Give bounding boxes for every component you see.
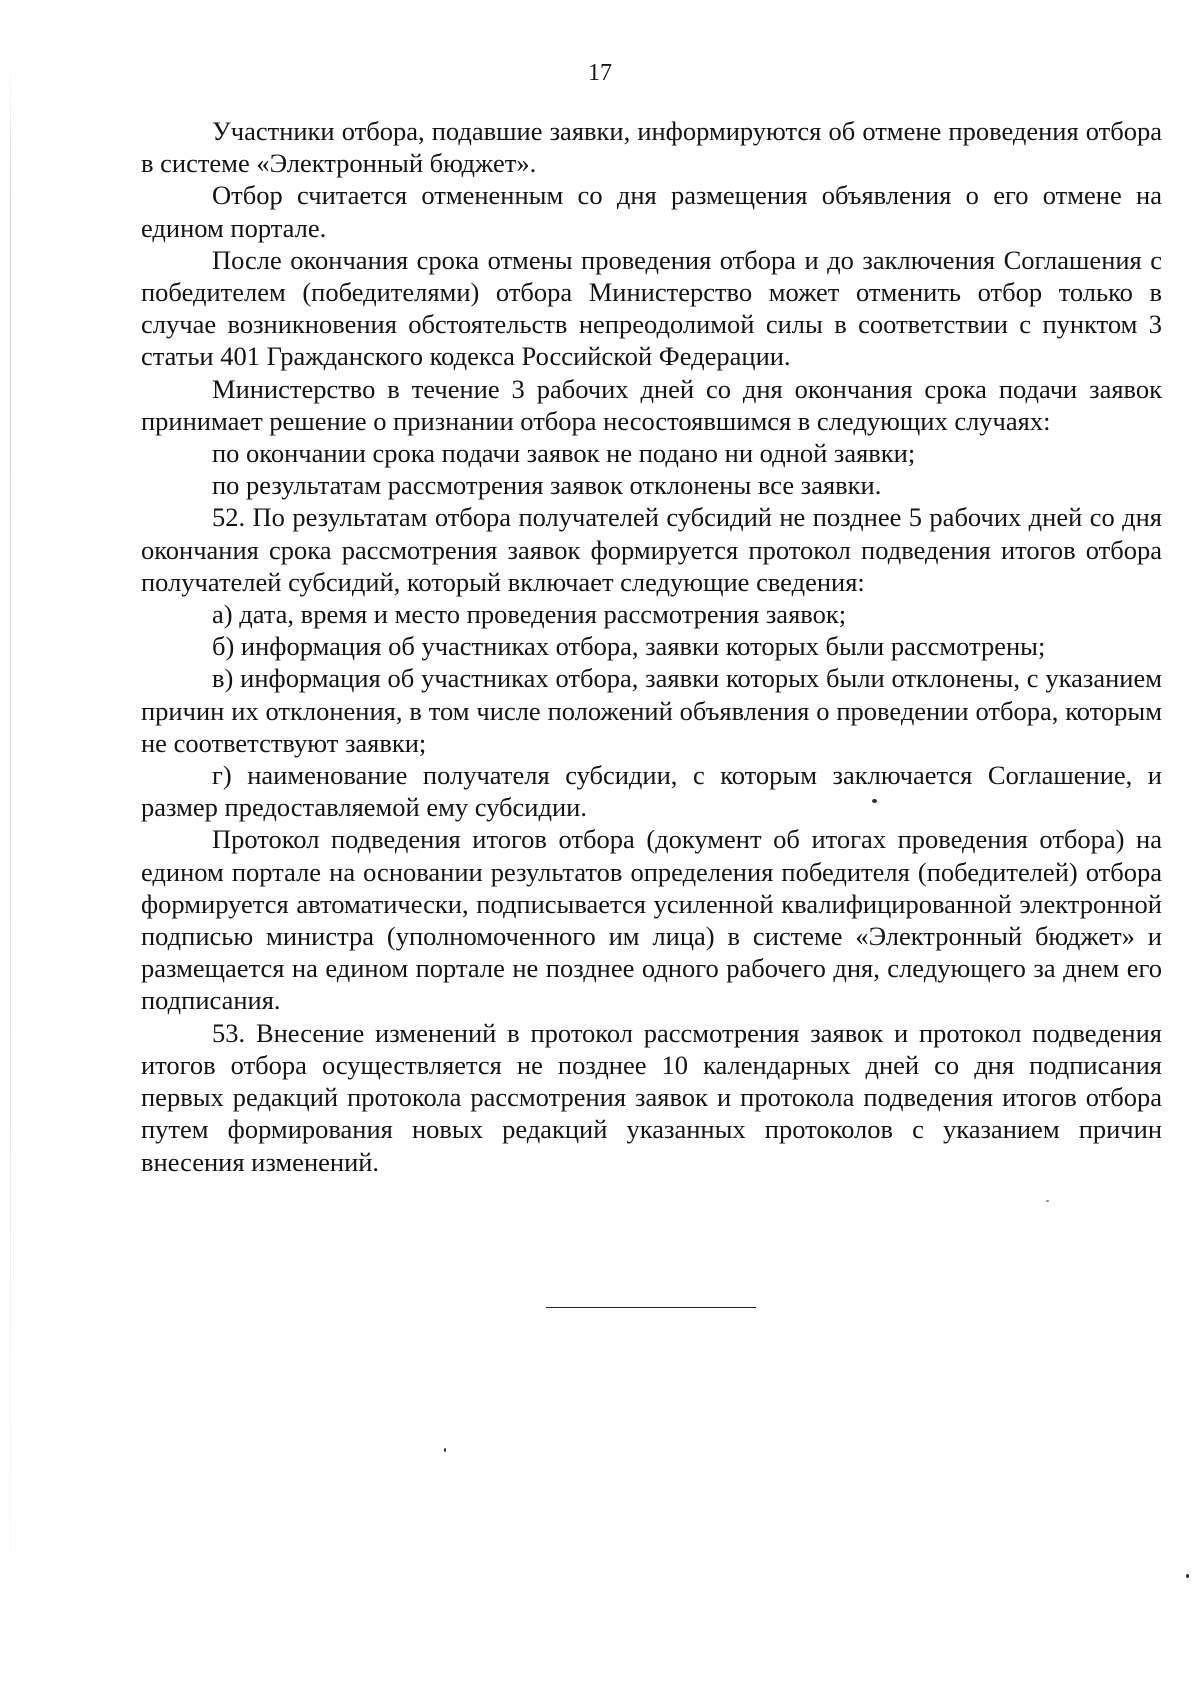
paragraph-item-52-a: а) дата, время и место проведения рассмотрения заявок; — [212, 599, 847, 630]
scan-speck — [444, 1448, 446, 1452]
paragraph-item-52-b: б) информация об участниках отбора, заявки которых были рассмотрены; — [212, 631, 1046, 662]
paragraph-item-52-v: в) информация об участниках отбора, заявки которых были отклонены, с указанием причин их отклонения, в том числе положений объявления о проведении отбора, которым не соответствуют заявки; — [141, 663, 1162, 758]
paragraph-case-all-rejected: по результатам рассмотрения заявок отклонены все заявки. — [212, 470, 882, 501]
page-number: 17 — [588, 60, 612, 86]
paragraph-failed-selection: Министерство в течение 3 рабочих дней со дня окончания срока подачи заявок принимает решение о признании отбора несостоявшимся в следующих случаях: — [141, 373, 1162, 436]
document-body — [141, 115, 1162, 1178]
end-divider-line — [546, 1307, 756, 1308]
scan-speck — [872, 799, 877, 803]
paragraph-item-52: 52. По результатам отбора получателей субсидий не позднее 5 рабочих дней со дня окончания срока рассмотрения заявок формируется протокол подведения итогов отбора получателей субсидий, который включает следующие сведения: — [141, 502, 1162, 597]
paragraph-force-majeure: После окончания срока отмены проведения отбора и до заключения Соглашения с победителем (победителями) отбора Министерство может отменить отбор только в случае возникновения обстоятельств непреодолимой силы в соответствии с пунктом 3 статьи 401 Гражданского кодекса Российской Федерации. — [141, 244, 1162, 372]
paragraph-item-52-g: г) наименование получателя субсидии, с которым заключается Соглашение, и размер предоставляемой ему субсидии. — [141, 760, 1162, 823]
paragraph-cancel-notice: Участники отбора, подавшие заявки, информируются об отмене проведения отбора в системе «Электронный бюджет». — [141, 116, 1162, 179]
paragraph-cancel-effective: Отбор считается отмененным со дня размещения объявления о его отмене на едином портале. — [141, 180, 1162, 243]
paragraph-item-53: 53. Внесение изменений в протокол рассмотрения заявок и протокол подведения итогов отбора осуществляется не позднее 10 календарных дней со дня подписания первых редакций протокола рассмотрения заявок и протокола подведения итогов отбора путем формирования новых редакций указанных протоколов с указанием причин внесения изменений. — [141, 1017, 1162, 1177]
scan-speck — [1046, 1200, 1049, 1202]
paragraph-protocol-results: Протокол подведения итогов отбора (документ об итогах проведения отбора) на едином портале на основании результатов определения победителя (победителей) отбора формируется автоматически, подписывается усиленной квалифицированной электронной подписью министра (уполномоченного им лица) в системе «Электронный бюджет» и размещается на едином портале не позднее одного рабочего дня, следующего за днем его подписания. — [141, 824, 1162, 1016]
scan-edge-shadow — [10, 60, 11, 1660]
paragraph-case-no-applications: по окончании срока подачи заявок не подано ни одной заявки; — [212, 438, 916, 469]
scan-speck — [1186, 1574, 1189, 1578]
